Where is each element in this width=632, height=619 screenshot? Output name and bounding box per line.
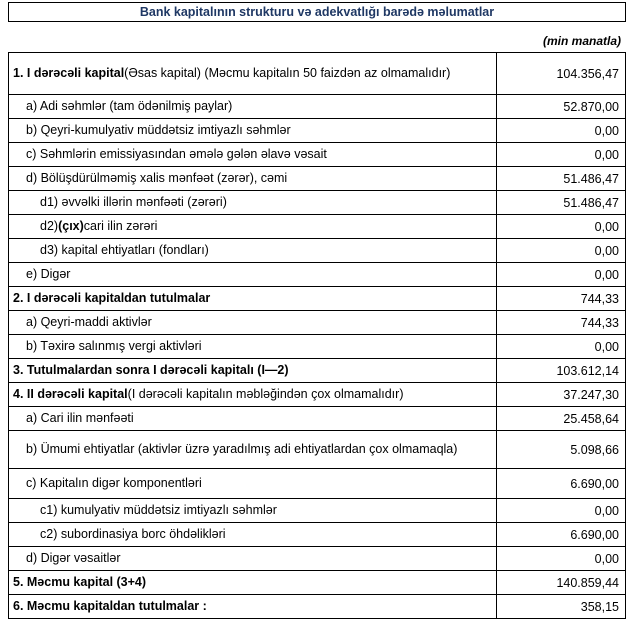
row-label xyxy=(9,431,497,468)
table-row xyxy=(9,523,625,547)
table-row xyxy=(9,335,625,359)
row-value: 51.486,47 xyxy=(563,171,619,186)
row-label-part: c) Səhmlərin emissiyasından əmələ gələn əlavə vəsait xyxy=(26,146,327,161)
row-label-part: (I dərəcəli kapitalın məbləğindən çox olmamalıdır) xyxy=(127,386,404,401)
row-value: 0,00 xyxy=(594,243,619,258)
row-label xyxy=(9,469,497,498)
row-label xyxy=(9,53,497,94)
row-label-part: (çıx) xyxy=(58,218,84,233)
row-value: 0,00 xyxy=(594,123,619,138)
row-label-part: 5. Məcmu kapital (3+4) xyxy=(13,574,147,589)
row-label xyxy=(9,523,497,546)
table-row xyxy=(9,191,625,215)
table-row xyxy=(9,571,625,595)
row-value: 5.098,66 xyxy=(570,442,619,457)
table-row xyxy=(9,407,625,431)
row-label xyxy=(9,595,497,618)
row-label xyxy=(9,119,497,142)
row-label-part: c1) kumulyativ müddətsiz imtiyazlı səhmlər xyxy=(40,502,277,517)
row-label-part: c) Kapitalın digər komponentləri xyxy=(26,475,202,490)
row-label xyxy=(9,191,497,214)
table-row xyxy=(9,359,625,383)
row-label-part: a) Cari ilin mənfəəti xyxy=(26,410,134,425)
table-row xyxy=(9,469,625,499)
row-label-part: (Əsas kapital) (Məcmu kapitalın 50 faizdən az olmamalıdır) xyxy=(124,65,451,80)
table-row xyxy=(9,263,625,287)
row-label xyxy=(9,359,497,382)
row-label-part: cari ilin zərəri xyxy=(83,218,158,233)
row-label-part: c2) subordinasiya borc öhdəlikləri xyxy=(40,526,226,541)
row-value: 0,00 xyxy=(594,551,619,566)
table-row xyxy=(9,95,625,119)
table-row xyxy=(9,119,625,143)
row-label-part: a) Qeyri-maddi aktivlər xyxy=(26,314,152,329)
row-label-part: a) Adi səhmlər (tam ödənilmiş paylar) xyxy=(26,98,233,113)
row-value: 0,00 xyxy=(594,147,619,162)
spacer-row xyxy=(8,22,626,30)
report-title: Bank kapitalının strukturu və adekvatlığı barədə məlumatlar xyxy=(8,2,626,22)
row-label xyxy=(9,95,497,118)
table-row xyxy=(9,547,625,571)
row-value: 0,00 xyxy=(594,503,619,518)
row-value: 140.859,44 xyxy=(556,575,619,590)
row-label xyxy=(9,287,497,310)
row-label xyxy=(9,143,497,166)
row-label xyxy=(9,571,497,594)
row-label xyxy=(9,167,497,190)
row-value: 6.690,00 xyxy=(570,527,619,542)
table-row xyxy=(9,499,625,523)
row-label-part: d2) xyxy=(40,218,59,233)
row-label xyxy=(9,311,497,334)
row-value: 6.690,00 xyxy=(570,476,619,491)
row-label xyxy=(9,215,497,238)
row-value: 0,00 xyxy=(594,339,619,354)
capital-table xyxy=(8,52,626,619)
row-label-part: b) Təxirə salınmış vergi aktivləri xyxy=(26,338,202,353)
row-label-part: d1) əvvəlki illərin mənfəəti (zərəri) xyxy=(40,194,227,209)
row-value: 358,15 xyxy=(580,599,619,614)
row-label xyxy=(9,383,497,406)
row-label-part: 4. II dərəcəli kapital xyxy=(13,386,128,401)
row-label-part: b) Qeyri-kumulyativ müddətsiz imtiyazlı səhmlər xyxy=(26,122,291,137)
table-row xyxy=(9,143,625,167)
row-label-part: e) Digər xyxy=(26,266,71,281)
table-row xyxy=(9,383,625,407)
row-value: 37.247,30 xyxy=(563,387,619,402)
row-value: 51.486,47 xyxy=(563,195,619,210)
row-label xyxy=(9,407,497,430)
row-label xyxy=(9,499,497,522)
table-row xyxy=(9,595,625,619)
row-value: 0,00 xyxy=(594,267,619,282)
row-label-part: 1. I dərəcəli kapital xyxy=(13,65,125,80)
table-row xyxy=(9,287,625,311)
table-row xyxy=(9,239,625,263)
row-label xyxy=(9,335,497,358)
row-label xyxy=(9,239,497,262)
table-row xyxy=(9,167,625,191)
row-label-part: 6. Məcmu kapitaldan tutulmalar : xyxy=(13,598,207,613)
row-value: 25.458,64 xyxy=(563,411,619,426)
row-label-part: 2. I dərəcəli kapitaldan tutulmalar xyxy=(13,290,211,305)
row-label xyxy=(9,547,497,570)
row-value: 744,33 xyxy=(580,291,619,306)
table-row xyxy=(9,215,625,239)
table-row xyxy=(9,431,625,469)
table-row xyxy=(9,53,625,95)
row-value: 103.612,14 xyxy=(556,363,619,378)
row-value: 52.870,00 xyxy=(563,99,619,114)
row-label-part: d) Bölüşdürülməmiş xalis mənfəət (zərər), cəmi xyxy=(26,170,288,185)
row-label-part: d) Digər vəsaitlər xyxy=(26,550,121,565)
unit-note: (min manatla) xyxy=(542,34,621,48)
row-value: 104.356,47 xyxy=(556,66,619,81)
row-label-part: d3) kapital ehtiyatları (fondları) xyxy=(40,242,209,257)
table-row xyxy=(9,311,625,335)
row-label-part: b) Ümumi ehtiyatlar (aktivlər üzrə yaradılmış adi ehtiyatlardan çox olmamaqla) xyxy=(26,441,458,456)
row-value: 744,33 xyxy=(580,315,619,330)
row-value: 0,00 xyxy=(594,219,619,234)
row-label xyxy=(9,263,497,286)
row-label-part: 3. Tutulmalardan sonra I dərəcəli kapitalı (I—2) xyxy=(13,362,289,377)
